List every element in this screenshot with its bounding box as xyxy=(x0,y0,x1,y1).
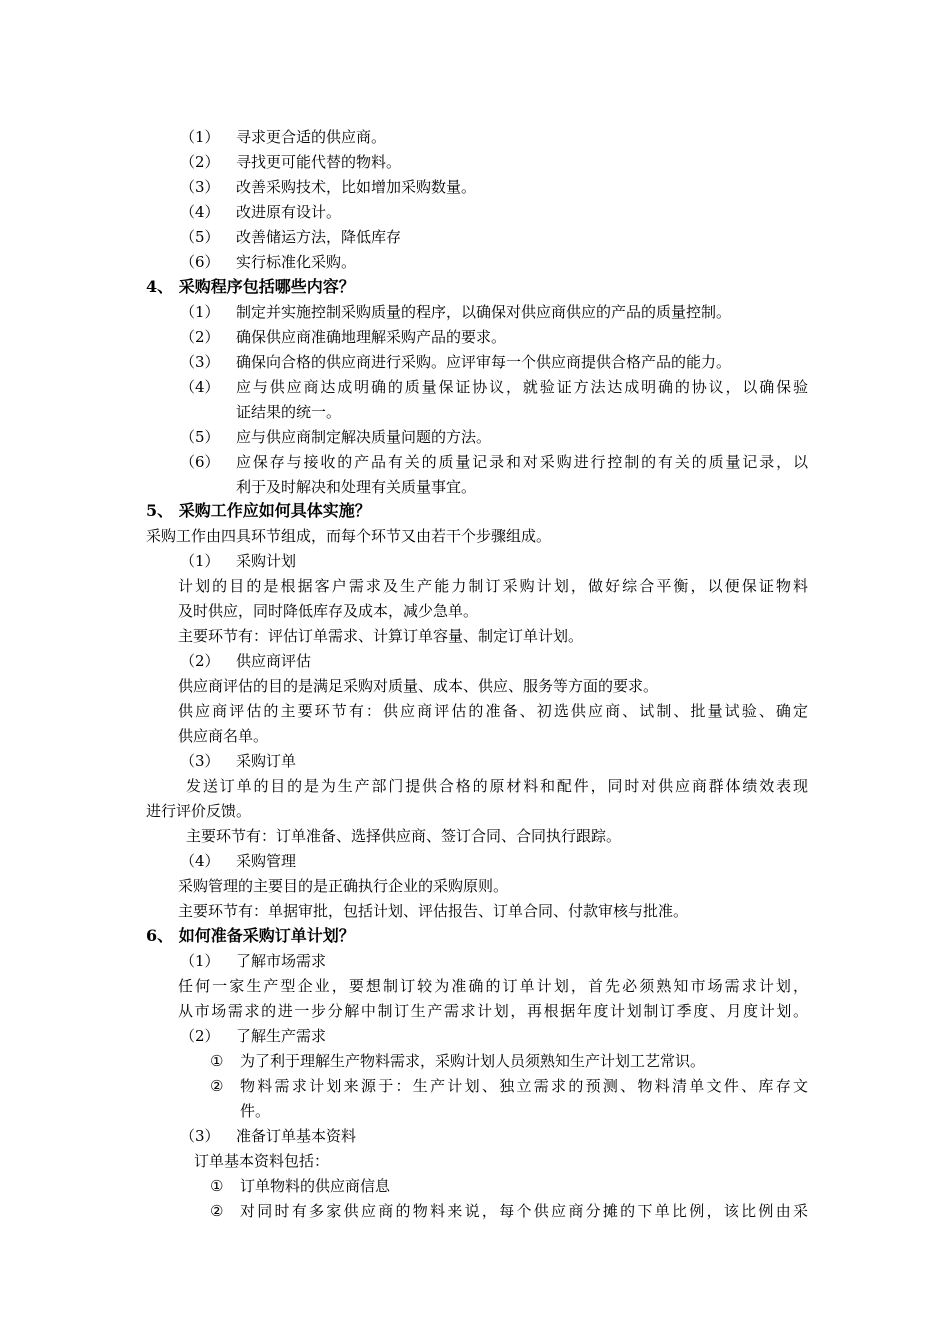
paragraph: 订单基本资料包括： xyxy=(194,1152,330,1170)
circled-number: ① xyxy=(210,1177,224,1195)
list-item-number: （1） xyxy=(180,303,220,321)
list-item-text: 应保存与接收的产品有关的质量记录和对采购进行控制的有关的质量记录，以 xyxy=(236,453,808,471)
paragraph: 主要环节有：订单准备、选择供应商、签订合同、合同执行跟踪。 xyxy=(186,827,622,845)
section-heading: 5、 采购工作应如何具体实施？ xyxy=(146,501,371,520)
list-item-text: 物料需求计划来源于：生产计划、独立需求的预测、物料清单文件、库存文 xyxy=(240,1077,808,1095)
paragraph: 主要环节有：单据审批，包括计划、评估报告、订单合同、付款审核与批准。 xyxy=(178,902,689,920)
paragraph-continuation: 进行评价反馈。 xyxy=(146,802,252,820)
list-item-number: （6） xyxy=(180,453,220,471)
paragraph: 供应商评估的目的是满足采购对质量、成本、供应、服务等方面的要求。 xyxy=(178,677,659,695)
paragraph: 计划的目的是根据客户需求及生产能力制订采购计划，做好综合平衡，以便保证物料 xyxy=(178,577,808,595)
list-item-text: 改善采购技术，比如增加采购数量。 xyxy=(236,178,477,196)
subsection-number: （1） xyxy=(180,552,220,570)
list-item-number: （2） xyxy=(180,153,220,171)
subsection-number: （1） xyxy=(180,952,220,970)
list-item-text: 应与供应商制定解决质量问题的方法。 xyxy=(236,428,492,446)
subsection-title: 采购订单 xyxy=(236,752,297,770)
list-item-text: 确保向合格的供应商进行采购。应评审每一个供应商提供合格产品的能力。 xyxy=(236,353,732,371)
list-item-text: 寻找更可能代替的物料。 xyxy=(236,153,402,171)
list-item-text: 改善储运方法，降低库存 xyxy=(236,228,402,246)
subsection-number: （2） xyxy=(180,652,220,670)
list-item-continuation: 件。 xyxy=(240,1102,271,1120)
list-item-text: 订单物料的供应商信息 xyxy=(240,1177,391,1195)
paragraph: 采购管理的主要目的是正确执行企业的采购原则。 xyxy=(178,877,509,895)
circled-number: ② xyxy=(210,1202,224,1220)
list-item-number: （3） xyxy=(180,178,220,196)
subsection-title: 了解市场需求 xyxy=(236,952,327,970)
list-item-text: 应与供应商达成明确的质量保证协议，就验证方法达成明确的协议，以确保验 xyxy=(236,378,808,396)
subsection-number: （3） xyxy=(180,1127,220,1145)
subsection-title: 供应商评估 xyxy=(236,652,312,670)
list-item-text: 实行标准化采购。 xyxy=(236,253,357,271)
subsection-title: 采购计划 xyxy=(236,552,297,570)
paragraph: 主要环节有：评估订单需求、计算订单容量、制定订单计划。 xyxy=(178,627,584,645)
section-heading: 4、 采购程序包括哪些内容？ xyxy=(146,277,355,296)
list-item-text: 为了利于理解生产物料需求，采购计划人员须熟知生产计划工艺常识。 xyxy=(240,1052,706,1070)
list-item-continuation: 利于及时解决和处理有关质量事宜。 xyxy=(236,478,477,496)
subsection-title: 采购管理 xyxy=(236,852,297,870)
list-item-text: 寻求更合适的供应商。 xyxy=(236,128,387,146)
list-item-text: 制定并实施控制采购质量的程序，以确保对供应商供应的产品的质量控制。 xyxy=(236,303,732,321)
list-item-number: （4） xyxy=(180,378,220,396)
list-item-number: （3） xyxy=(180,353,220,371)
paragraph: 任何一家生产型企业，要想制订较为准确的订单计划，首先必须熟知市场需求计划， xyxy=(178,977,808,995)
subsection-title: 准备订单基本资料 xyxy=(236,1127,357,1145)
list-item-number: （5） xyxy=(180,228,220,246)
subsection-number: （4） xyxy=(180,852,220,870)
section-heading: 6、 如何准备采购订单计划？ xyxy=(146,926,355,945)
circled-number: ② xyxy=(210,1077,224,1095)
subsection-title: 了解生产需求 xyxy=(236,1027,327,1045)
list-item-continuation: 证结果的统一。 xyxy=(236,403,342,421)
paragraph-continuation: 从市场需求的进一步分解中制订生产需求计划，再根据年度计划制订季度、月度计划。 xyxy=(178,1002,808,1020)
list-item-number: （4） xyxy=(180,203,220,221)
circled-number: ① xyxy=(210,1052,224,1070)
list-item-number: （5） xyxy=(180,428,220,446)
list-item-text: 对同时有多家供应商的物料来说，每个供应商分摊的下单比例，该比例由采 xyxy=(240,1202,808,1220)
list-item-number: （1） xyxy=(180,128,220,146)
list-item-text: 确保供应商准确地理解采购产品的要求。 xyxy=(236,328,507,346)
paragraph-continuation: 供应商名单。 xyxy=(178,727,269,745)
paragraph: 供应商评估的主要环节有：供应商评估的准备、初选供应商、试制、批量试验、确定 xyxy=(178,702,808,720)
list-item-number: （2） xyxy=(180,328,220,346)
subsection-number: （2） xyxy=(180,1027,220,1045)
paragraph: 发送订单的目的是为生产部门提供合格的原材料和配件，同时对供应商群体绩效表现 xyxy=(186,777,808,795)
list-item-text: 改进原有设计。 xyxy=(236,203,342,221)
list-item-number: （6） xyxy=(180,253,220,271)
paragraph-continuation: 及时供应，同时降低库存及成本，减少急单。 xyxy=(178,602,479,620)
subsection-number: （3） xyxy=(180,752,220,770)
paragraph: 采购工作由四具环节组成，而每个环节又由若干个步骤组成。 xyxy=(146,527,552,545)
